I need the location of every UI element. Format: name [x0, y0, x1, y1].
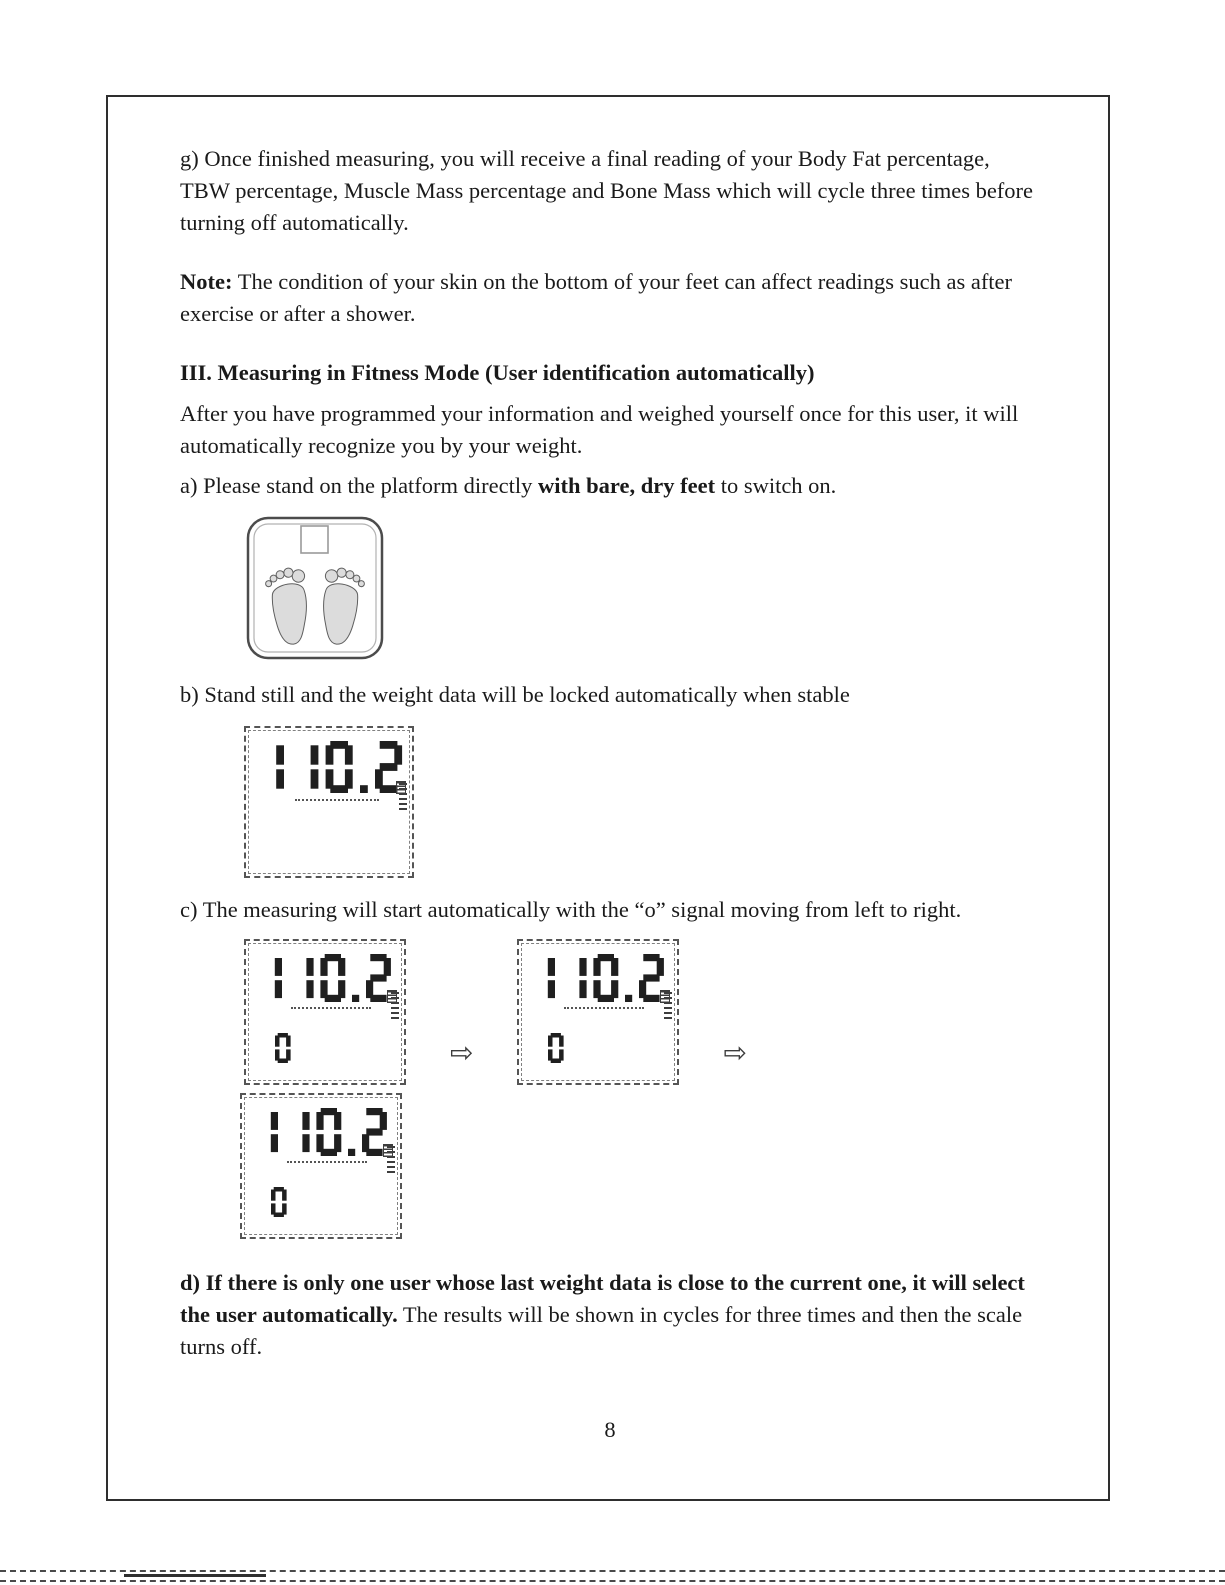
- lcd-weight-value: [257, 954, 391, 1002]
- tick-bar-icon: [664, 992, 672, 1019]
- paragraph-a: [180, 470, 1040, 502]
- scale-display-window: [301, 526, 328, 553]
- right-arrow-icon: ⇨: [450, 1036, 474, 1070]
- lcd-display-measuring-3: [240, 1093, 402, 1239]
- lcd-display-measuring-1: [244, 939, 406, 1085]
- right-arrow-icon: ⇨: [723, 1036, 747, 1070]
- lcd-screen: [521, 943, 675, 1081]
- paragraph-c: c) The measuring will start automatically with the “o” signal moving from left to right.: [180, 897, 962, 923]
- paragraph-d-bold: d) If there is only one user whose last weight data is close to the current one, it will select the user automatically.: [180, 1270, 1025, 1328]
- lcd-underline-decoration: [287, 1161, 367, 1163]
- paragraph-g-text: g) Once finished measuring, you will receive a final reading of your Body Fat percentage, TBW percentage, Muscle Mass percentage and Bone Mass which will cycle three times before turning off automatically.: [180, 146, 1034, 235]
- lcd-screen: [248, 943, 402, 1081]
- scale-platform-figure: [244, 514, 1040, 667]
- scale-platform-icon: [244, 514, 386, 662]
- lcd-weight-value: [253, 1108, 387, 1156]
- note-body: The condition of your skin on the bottom of your feet can affect readings such as after exercise or after a shower.: [180, 268, 1013, 326]
- paragraph-d-rest: The results will be shown in cycles for three times and then the scale turns off.: [180, 1302, 1023, 1360]
- page-number: 8: [604, 1417, 616, 1443]
- paragraph-note: [180, 266, 1040, 330]
- lcd-weight-value: [257, 741, 403, 793]
- scan-edge-line: [0, 1570, 1225, 1572]
- lcd-display-locked-weight: [244, 726, 414, 878]
- lcd-screen: [248, 730, 410, 874]
- paragraph-g: [180, 143, 1040, 239]
- lcd-weight-value: [530, 954, 664, 1002]
- paragraph-a-pre: a) Please stand on the platform directly: [180, 472, 539, 498]
- lcd-signal-o: [271, 1187, 287, 1222]
- tick-bar-icon: [391, 992, 399, 1019]
- page-border-frame: [106, 95, 1110, 1501]
- scan-edge-line: [0, 1580, 1225, 1582]
- measuring-displays-row: [244, 939, 1040, 1085]
- section-heading: III. Measuring in Fitness Mode (User identification automatically): [180, 359, 815, 385]
- paragraph-intro: After you have programmed your information and weighed yourself once for this user, it will automatically recognize you by your weight.: [180, 400, 1019, 458]
- paragraph-a-post: to switch on.: [715, 472, 837, 498]
- lcd-underline-decoration: [295, 799, 379, 801]
- paragraph-d: [180, 1267, 1040, 1363]
- lcd-signal-o: [275, 1033, 291, 1068]
- page-content: [108, 97, 1108, 1443]
- note-label: Note:: [180, 268, 233, 294]
- lcd-underline-decoration: [564, 1007, 644, 1009]
- paragraph-b: b) Stand still and the weight data will be locked automatically when stable: [180, 682, 850, 708]
- paragraph-a-bold: with bare, dry feet: [538, 472, 716, 498]
- lcd-display-measuring-2: [517, 939, 679, 1085]
- tick-bar-icon: [387, 1146, 395, 1173]
- lcd-underline-decoration: [291, 1007, 371, 1009]
- scan-edge-mark: [124, 1574, 266, 1577]
- lcd-signal-o: [548, 1033, 564, 1068]
- lcd-screen: [244, 1097, 398, 1235]
- tick-bar-icon: [399, 783, 407, 810]
